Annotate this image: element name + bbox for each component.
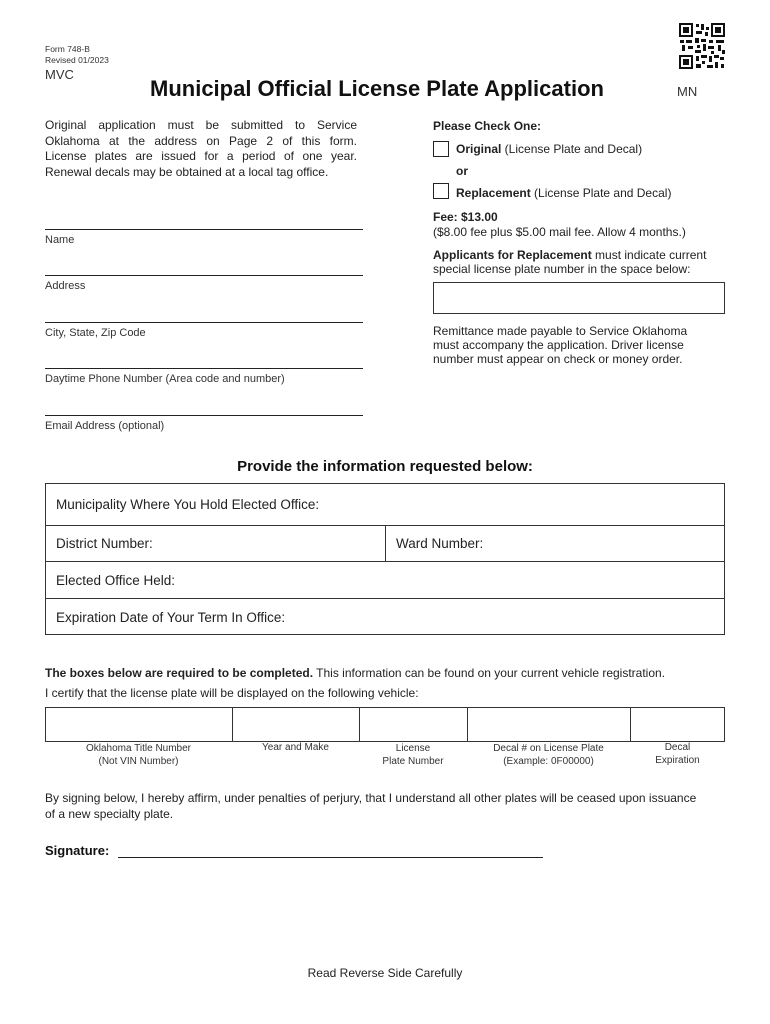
vehicle-required-note	[45, 666, 665, 680]
phone-field[interactable]	[45, 368, 363, 369]
vehicle-required-rest: This information can be found on your current vehicle registration.	[313, 666, 666, 680]
city-state-zip-field[interactable]	[45, 322, 363, 323]
original-option-label	[456, 142, 642, 156]
district-number-field[interactable]	[46, 526, 386, 561]
caption-line: Expiration	[655, 754, 700, 766]
replacement-option-detail: (License Plate and Decal)	[530, 186, 672, 200]
info-section-heading: Provide the information requested below:	[237, 458, 533, 475]
original-checkbox[interactable]	[433, 141, 449, 157]
qr-code-icon	[678, 22, 726, 70]
original-option-detail: (License Plate and Decal)	[501, 142, 643, 156]
intro-line: Oklahoma at the address on Page 2 of this form.	[45, 133, 357, 148]
name-field[interactable]	[45, 229, 363, 230]
revised-date: Revised 01/2023	[45, 55, 109, 65]
district-ward-row	[46, 525, 724, 561]
remittance-line: Remittance made payable to Service Oklahoma	[433, 324, 688, 338]
elected-office-label: Elected Office Held:	[56, 572, 176, 588]
replacement-note-line1	[433, 248, 706, 262]
address-label: Address	[45, 280, 86, 292]
intro-paragraph	[45, 118, 357, 180]
year-make-input[interactable]	[233, 708, 360, 741]
title-number-caption	[45, 743, 232, 768]
city-state-zip-label: City, State, Zip Code	[45, 327, 146, 339]
signature-field[interactable]	[118, 857, 543, 858]
agency-code: MVC	[45, 67, 74, 82]
original-option-bold: Original	[456, 142, 502, 156]
municipality-field[interactable]	[46, 484, 724, 525]
intro-line: Renewal decals may be obtained at a local tag office.	[45, 164, 329, 179]
affirmation-text	[45, 790, 696, 822]
term-expiration-field[interactable]	[46, 598, 724, 635]
caption-line: Decal	[664, 742, 691, 753]
plate-code: MN	[677, 84, 698, 99]
remittance-note	[433, 324, 687, 366]
decal-expiration-input[interactable]	[631, 708, 726, 741]
info-section-table	[45, 483, 725, 635]
fee-label: Fee: $13.00	[433, 210, 498, 224]
name-label: Name	[45, 234, 75, 246]
intro-line: License plates are issued for a period of one year.	[45, 149, 357, 163]
decal-number-caption	[467, 743, 630, 768]
caption-line: Year and Make	[262, 742, 329, 753]
license-plate-caption	[359, 743, 467, 768]
caption-line: Decal # on License Plate	[493, 743, 604, 754]
or-separator: or	[456, 164, 468, 178]
check-one-heading: Please Check One:	[433, 119, 542, 133]
decal-number-input[interactable]	[468, 708, 631, 741]
caption-line: (Not VIN Number)	[98, 755, 179, 767]
fee-detail: ($8.00 fee plus $5.00 mail fee. Allow 4 months.)	[433, 225, 686, 239]
email-label: Email Address (optional)	[45, 420, 165, 432]
intro-line: Original application must be submitted to Service	[45, 118, 357, 132]
replacement-note-bold: Applicants for Replacement	[433, 248, 592, 262]
term-expiration-label: Expiration Date of Your Term In Office:	[56, 609, 286, 625]
caption-line: Plate Number	[382, 755, 444, 767]
vehicle-info-table	[45, 707, 725, 742]
replacement-option-bold: Replacement	[456, 186, 531, 200]
year-make-caption	[232, 742, 359, 755]
page-title: Municipal Official License Plate Application	[150, 76, 604, 101]
decal-expiration-caption	[630, 742, 725, 767]
replacement-checkbox[interactable]	[433, 183, 449, 199]
license-plate-number-input[interactable]	[360, 708, 468, 741]
caption-line: Oklahoma Title Number	[85, 743, 192, 754]
email-field[interactable]	[45, 415, 363, 416]
vehicle-required-bold: The boxes below are required to be completed.	[45, 666, 314, 680]
current-plate-number-input[interactable]	[433, 282, 725, 314]
ward-number-field[interactable]	[386, 526, 726, 561]
elected-office-field[interactable]	[46, 561, 724, 598]
replacement-note-rest: must indicate current	[591, 248, 707, 262]
caption-line: (Example: 0F00000)	[503, 755, 594, 767]
remittance-line: number must appear on check or money order.	[433, 352, 683, 366]
affirmation-line: By signing below, I hereby affirm, under penalties of perjury, that I understand all other plates will be ceased upon issuance	[45, 791, 697, 805]
replacement-note-line2: special license plate number in the space below:	[433, 262, 691, 276]
ward-number-label: Ward Number:	[396, 536, 484, 551]
replacement-option-label	[456, 186, 671, 200]
title-number-input[interactable]	[46, 708, 233, 741]
vehicle-certify-text: I certify that the license plate will be displayed on the following vehicle:	[45, 686, 419, 700]
footer-note: Read Reverse Side Carefully	[307, 966, 463, 980]
signature-label: Signature:	[45, 843, 110, 858]
phone-label: Daytime Phone Number (Area code and number)	[45, 373, 285, 385]
district-number-label: District Number:	[56, 536, 153, 551]
form-number: Form 748-B	[45, 44, 90, 54]
municipality-label: Municipality Where You Hold Elected Office:	[56, 497, 320, 512]
address-field[interactable]	[45, 275, 363, 276]
affirmation-line: of a new specialty plate.	[45, 807, 174, 821]
remittance-line: must accompany the application. Driver license	[433, 338, 684, 352]
caption-line: License	[395, 743, 431, 754]
